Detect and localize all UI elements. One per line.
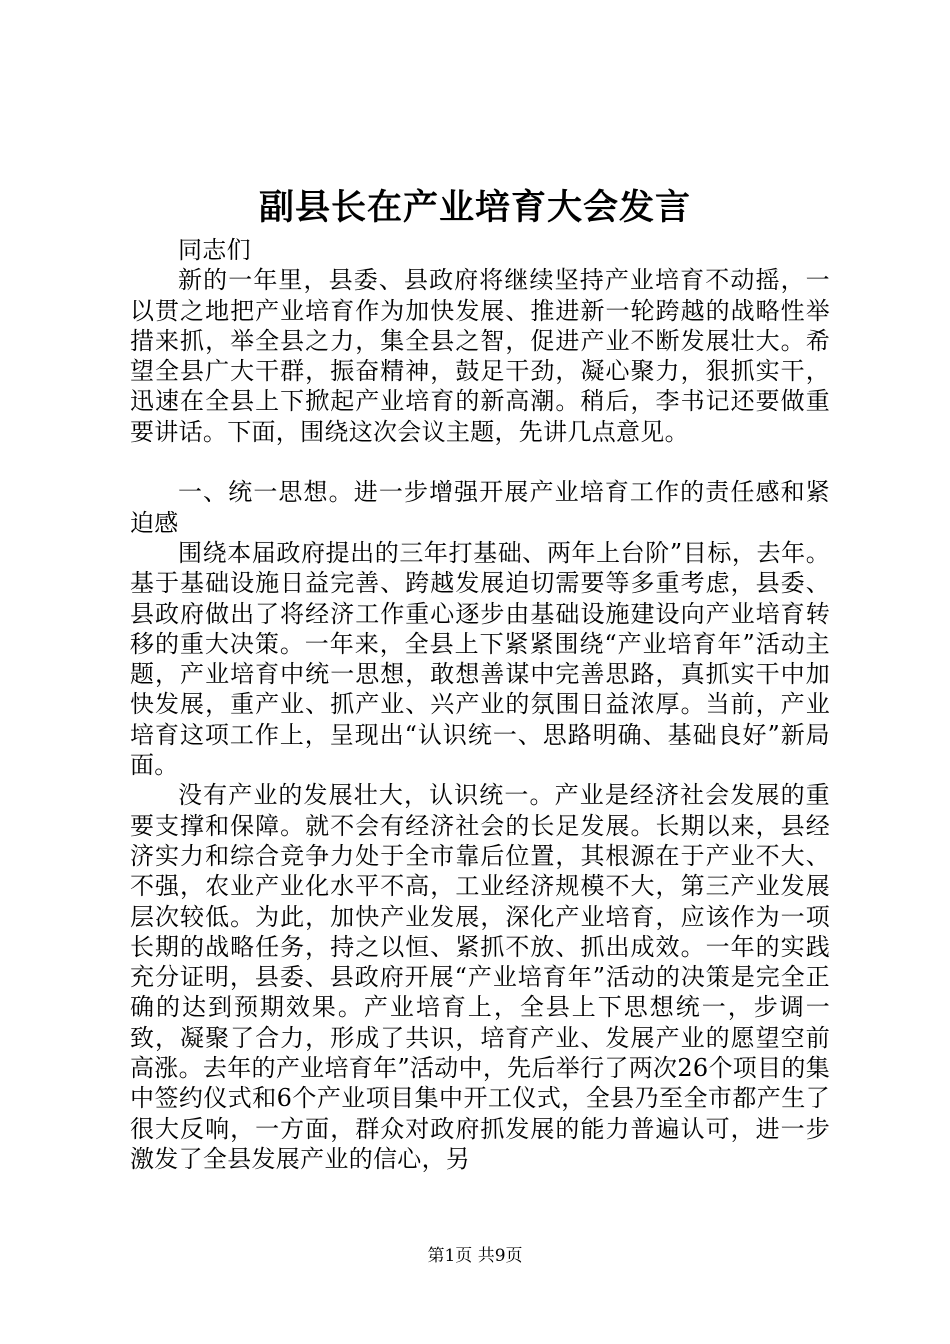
document-title: 副县长在产业培育大会发言	[258, 187, 691, 228]
document-body	[130, 235, 830, 1174]
page-footer: 第1页 共9页	[427, 1246, 523, 1266]
section-heading-1: 一、统一思想。进一步增强开展产业培育工作的责任感和紧迫感	[130, 478, 830, 537]
greeting-paragraph: 同志们	[178, 236, 251, 264]
body-paragraph: 没有产业的发展壮大，认识统一。产业是经济社会发展的重要支撑和保障。就不会有经济社会的长足发展。长期以来，县经济实力和综合竞争力处于全市靠后位置，其根源在于产业不大、不强，农业产业化水平不高，工业经济规模不大，第三产业发展层次较低。为此，加快产业发展，深化产业培育，应该作为一项长期的战略任务，持之以恒、紧抓不放、抓出成效。一年的实践充分证明，县委、县政府开展“产业培育年”活动的决策是完全正确的达到预期效果。产业培育上，全县上下思想统一，步调一致，凝聚了合力，形成了共识，培育产业、发展产业的愿望空前高涨。去年的产业培育年”活动中，先后举行了两次26个项目的集中签约仪式和6个产业项目集中开工仪式，全县乃至全市都产生了很大反响，一方面，群众对政府抓发展的能力普遍认可，进一步激发了全县发展产业的信心，另	[130, 781, 830, 1173]
intro-paragraph: 新的一年里，县委、县政府将继续坚持产业培育不动摇，一以贯之地把产业培育作为加快发展、推进新一轮跨越的战略性举措来抓，举全县之力，集全县之智，促进产业不断发展壮大。希望全县广大干群，振奋精神，鼓足干劲，凝心聚力，狠抓实干，迅速在全县上下掀起产业培育的新高潮。稍后，李书记还要做重要讲话。下面，围绕这次会议主题，先讲几点意见。	[130, 266, 830, 446]
body-paragraph: 围绕本届政府提出的三年打基础、两年上台阶”目标，去年。基于基础设施日益完善、跨越发展迫切需要等多重考虑，县委、县政府做出了将经济工作重心逐步由基础设施建设向产业培育转移的重大决策。一年来，全县上下紧紧围绕“产业培育年”活动主题，产业培育中统一思想，敢想善谋中完善思路，真抓实干中加快发展，重产业、抓产业、兴产业的氛围日益浓厚。当前，产业培育这项工作上，呈现出“认识统一、思路明确、基础良好”新局面。	[130, 538, 830, 780]
